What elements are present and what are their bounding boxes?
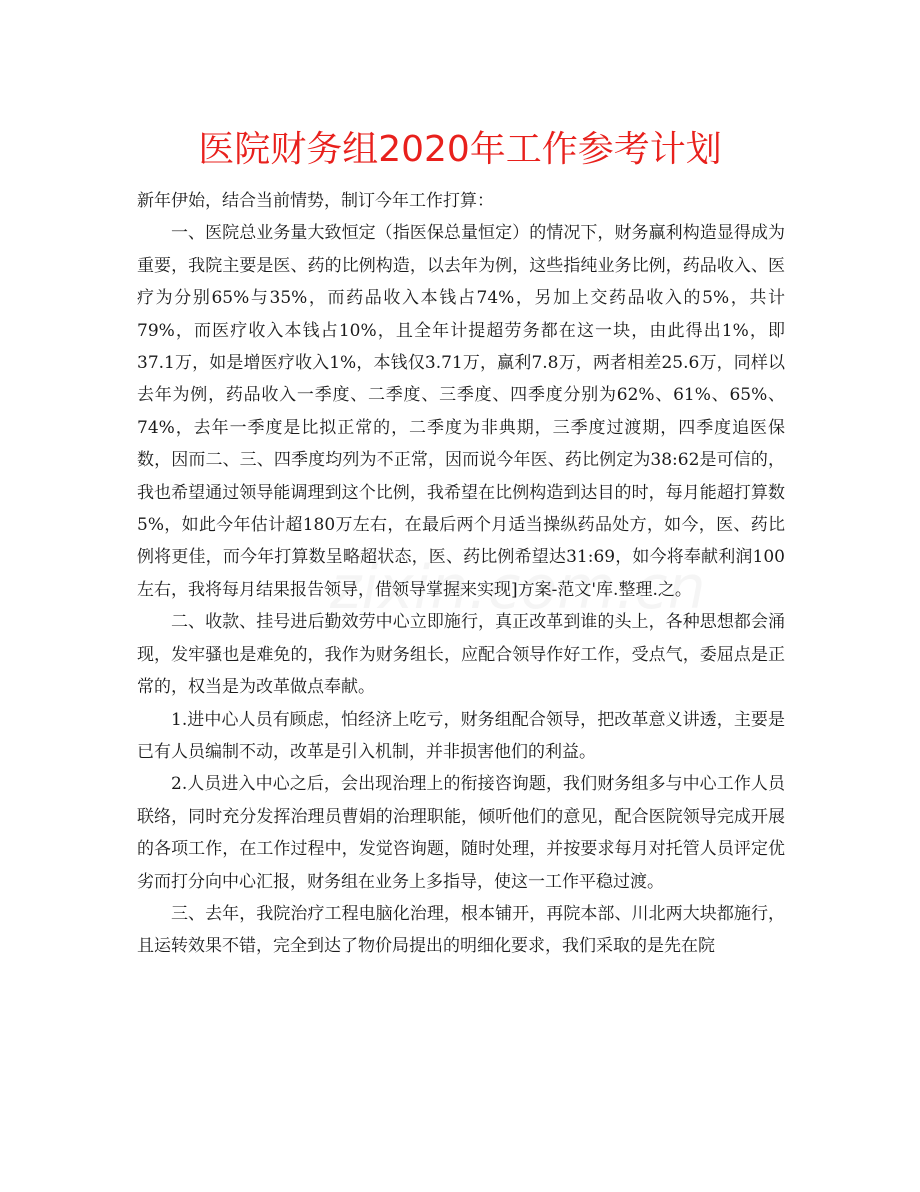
section-3-paragraph: 三、去年，我院治疗工程电脑化治理，根本铺开，再院本部、川北两大块都施行，且运转效果不错，完全到达了物价局提出的明细化要求，我们采取的是先在院 <box>137 903 785 957</box>
document-body <box>137 185 785 963</box>
intro-paragraph: 新年伊始，结合当前情势，制订今年工作打算： <box>137 191 494 211</box>
section-2-item-1-paragraph: 1.进中心人员有顾虑，怕经济上吃亏，财务组配合领导，把改革意义讲透，主要是已有人员编制不动，改革是引入机制，并非损害他们的利益。 <box>137 709 785 762</box>
section-2-paragraph: 二、收款、挂号进后勤效劳中心立即施行，真正改革到谁的头上，各种思想都会涌现，发牢骚也是难免的，我作为财务组长，应配合领导作好工作，受点气，委屈点是正常的，权当是为改革做点奉献。 <box>137 612 785 698</box>
document-title: 医院财务组2020年工作参考计划 <box>198 129 722 170</box>
section-1-paragraph: 一、医院总业务量大致恒定（指医保总量恒定）的情况下，财务赢利构造显得成为重要，我院主要是医、药的比例构造，以去年为例，这些指纯业务比例，药品收入、医疗为分别65%与35%，而药品收入本钱占74%，另加上交药品收入的5%，共计79%，而医疗收入本钱占10%，且全年计提超劳务都在这一块，由此得出1%，即37.1万，如是增医疗收入1%，本钱仅3.71万，赢利7.8万，两者相差25.6万，同样以去年为例，药品收入一季度、二季度、三季度、四季度分别为62%、61%、65%、74%，去年一季度是比拟正常的，二季度为非典期，三季度过渡期，四季度追医保数，因而二、三、四季度均列为不正常，因而说今年医、药比例定为38:62是可信的，我也希望通过领导能调理到这个比例，我希望在比例构造到达目的时，每月能超打算数5%，如此今年估计超180万左右，在最后两个月适当操纵药品处方，如今，医、药比例将更佳，而今年打算数呈略超状态，医、药比例希望达31:69，如今将奉献利润100左右，我将每月结果报告领导，借领导掌握来实现]方案-范文'库.整理.之。 <box>137 223 785 600</box>
section-2-item-2-paragraph: 2.人员进入中心之后，会出现治理上的衔接咨询题，我们财务组多与中心工作人员联络，同时充分发挥治理员曹娟的治理职能，倾听他们的意见，配合医院领导完成开展的各项工作，在工作过程中，发觉咨询题，随时处理，并按要求每月对托管人员评定优劣而打分向中心汇报，财务组在业务上多指导，使这一工作平稳过渡。 <box>137 774 785 892</box>
